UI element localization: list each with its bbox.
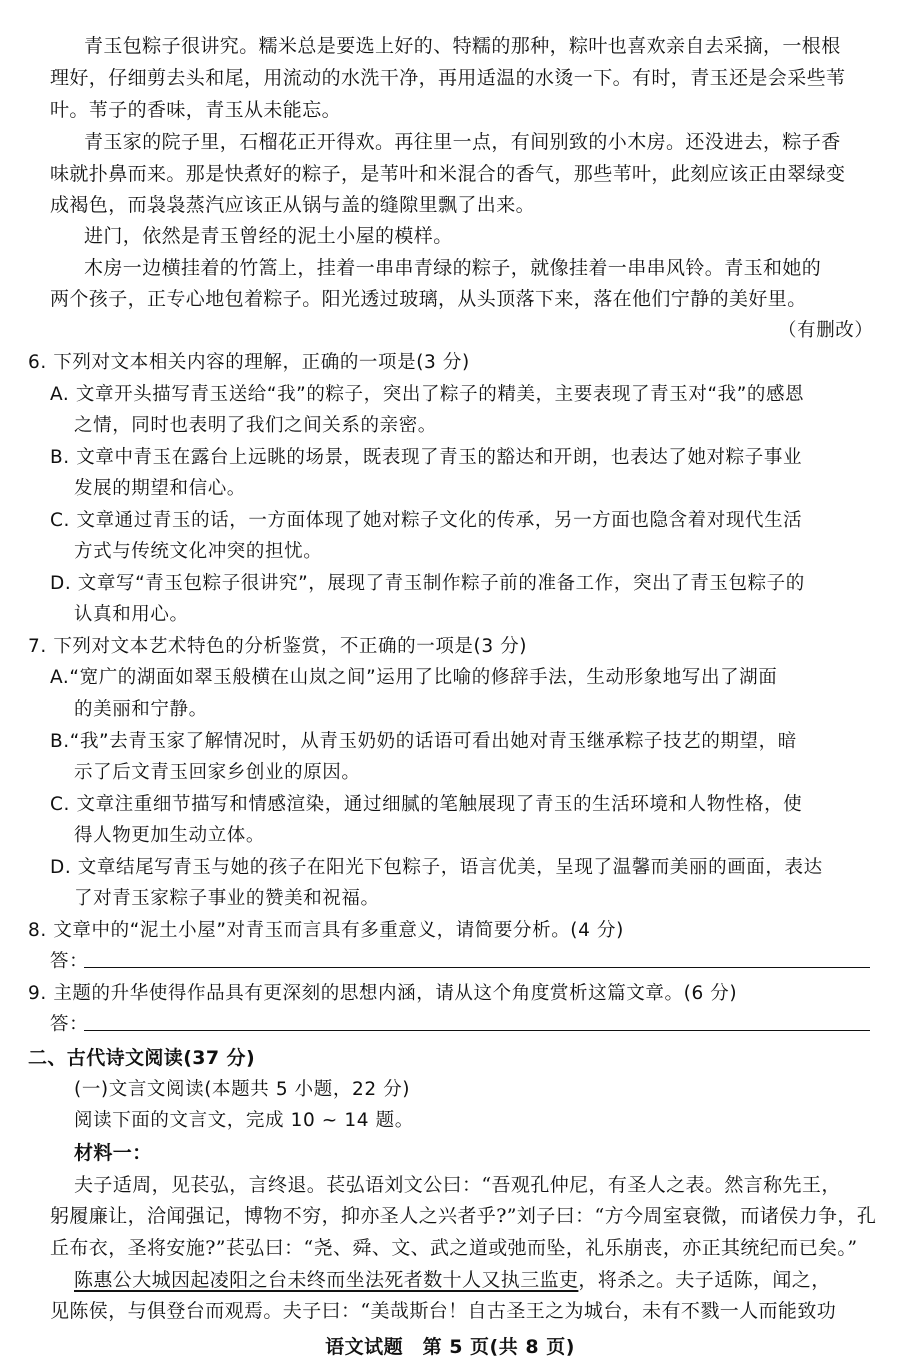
question-7-option-a-line2: 的美丽和宁静。 [74,699,208,720]
question-6-option-a-line1: A. 文章开头描写青玉送给“我”的粽子，突出了粽子的精美，主要表现了青玉对“我”的感恩 [50,384,805,405]
passage-p4-line2: 两个孩子，正专心地包着粽子。阳光透过玻璃，从头顶落下来，落在他们宁静的美好里。 [50,288,807,310]
material-1-line2: 躬履廉让，洽闻强记，博物不穷，抑亦圣人之兴者乎?”刘子曰：“方今周室衰微，而诸侯力争，孔 [50,1205,877,1227]
material-1-line1: 夫子适周，见苌弘，言终退。苌弘语刘文公曰：“吾观孔仲尼，有圣人之表。然言称先王， [74,1174,841,1196]
question-6-option-b-line2: 发展的期望和信心。 [74,478,246,499]
section-2-heading: 二、古代诗文阅读(37 分) [28,1047,256,1069]
section-2-subheading: (一)文言文阅读(本题共 5 小题，22 分) [74,1079,411,1100]
question-7-option-c-line1: C. 文章注重细节描写和情感渲染，通过细腻的笔触展现了青玉的生活环境和人物性格，使 [50,794,803,815]
material-2-line2: 见陈侯，与俱登台而观焉。夫子曰：“美哉斯台！自古圣王之为城台，未有不戮一人而能致功 [50,1300,837,1322]
question-6-stem: 6. 下列对文本相关内容的理解，正确的一项是(3 分) [28,352,470,373]
question-7-option-b-line1: B.“我”去青玉家了解情况时，从青玉奶奶的话语可看出她对青玉继承粽子技艺的期望，暗 [50,731,797,752]
question-6-option-b-line1: B. 文章中青玉在露台上远眺的场景，既表现了青玉的豁达和开朗，也表达了她对粽子事业 [50,447,803,468]
question-9-answer-label: 答： [50,1014,89,1035]
material-2-underlined-sentence: 陈惠公大城因起凌阳之台未终而坐法死者数十人又执三监吏 [74,1269,579,1291]
section-2-instruction: 阅读下面的文言文，完成 10 ~ 14 题。 [74,1110,414,1131]
passage-p1-line2: 理好，仔细剪去头和尾，用流动的水洗干净，再用适温的水烫一下。有时，青玉还是会采些苇 [50,67,846,89]
question-7-option-a-line1: A.“宽广的湖面如翠玉般横在山岚之间”运用了比喻的修辞手法，生动形象地写出了湖面 [50,667,778,688]
question-9-stem: 9. 主题的升华使得作品具有更深刻的思想内涵，请从这个角度赏析这篇文章。(6 分) [28,983,738,1004]
question-9-answer-line[interactable] [84,1030,870,1031]
passage-p2-line3: 成褐色，而袅袅蒸汽应该正从锅与盖的缝隙里飘了出来。 [50,194,536,216]
question-7-option-b-line2: 示了后文青玉回家乡创业的原因。 [74,762,361,783]
question-6-option-d-line2: 认真和用心。 [74,604,189,625]
question-7-option-d-line1: D. 文章结尾写青玉与她的孩子在阳光下包粽子，语言优美，呈现了温馨而美丽的画面，表达 [50,857,823,878]
material-1-line3: 丘布衣，圣将安施?”苌弘曰：“尧、舜、文、武之道或弛而坠，礼乐崩丧，亦正其统纪而已矣。” [50,1237,858,1259]
material-2-line1-rest: ，将杀之。夫子适陈，闻之， [578,1269,831,1291]
material-1-label: 材料一： [74,1142,152,1164]
question-8-stem: 8. 文章中的“泥土小屋”对青玉而言具有多重意义，请简要分析。(4 分) [28,920,624,941]
passage-p2-line1: 青玉家的院子里，石榴花正开得欢。再往里一点，有间别致的小木房。还没进去，粽子香 [84,131,841,153]
source-note: （有删改） [778,320,874,341]
question-7-stem: 7. 下列对文本艺术特色的分析鉴赏，不正确的一项是(3 分) [28,636,528,657]
question-6-option-c-line2: 方式与传统文化冲突的担忧。 [74,541,323,562]
passage-p1-line1: 青玉包粽子很讲究。糯米总是要选上好的、特糯的那种，粽叶也喜欢亲自去采摘，一根根 [84,35,841,57]
passage-p2-line2: 味就扑鼻而来。那是快煮好的粽子，是苇叶和米混合的香气，那些苇叶，此刻应该正由翠绿变 [50,163,846,185]
material-2-line1 [74,1268,831,1292]
question-6-option-d-line1: D. 文章写“青玉包粽子很讲究”，展现了青玉制作粽子前的准备工作，突出了青玉包粽子的 [50,573,805,594]
question-8-answer-label: 答： [50,951,89,972]
question-7-option-c-line2: 得人物更加生动立体。 [74,825,266,846]
question-6-option-c-line1: C. 文章通过青玉的话，一方面体现了她对粽子文化的传承，另一方面也隐含着对现代生活 [50,510,803,531]
passage-p4-line1: 木房一边横挂着的竹篙上，挂着一串串青绿的粽子，就像挂着一串串风铃。青玉和她的 [84,257,822,279]
question-8-answer-line[interactable] [84,967,870,968]
page-footer: 语文试题 第 5 页(共 8 页) [325,1336,575,1358]
passage-p3-line1: 进门，依然是青玉曾经的泥土小屋的模样。 [84,225,453,247]
passage-p1-line3: 叶。苇子的香味，青玉从未能忘。 [50,99,342,121]
question-6-option-a-line2: 之情，同时也表明了我们之间关系的亲密。 [74,415,437,436]
question-7-option-d-line2: 了对青玉家粽子事业的赞美和祝福。 [74,888,380,909]
